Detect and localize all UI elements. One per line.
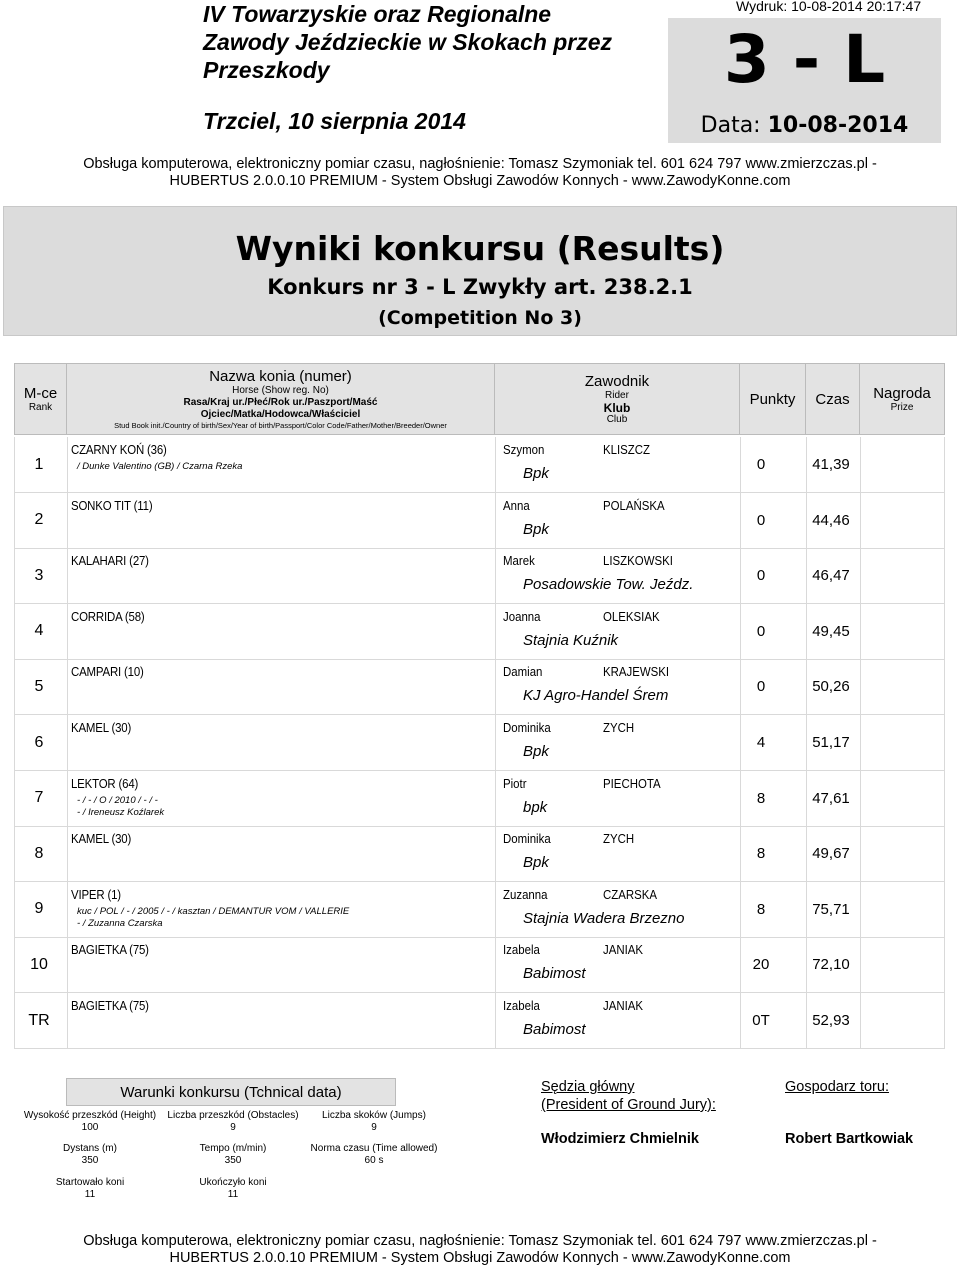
result-row <box>14 604 945 660</box>
result-points: 0 <box>756 567 766 585</box>
tech-jumps: Liczba skoków (Jumps) 9 <box>322 1110 426 1133</box>
result-points: 0 <box>756 511 766 529</box>
horse-name: SONKO TIT (11) <box>71 497 153 513</box>
rider-first-name: Szymon <box>503 442 545 457</box>
cell-divider <box>860 604 861 659</box>
tech-distance: Dystans (m) 350 <box>63 1143 117 1166</box>
result-points: 8 <box>756 900 766 918</box>
rider-last-name: ZYCH <box>603 831 635 847</box>
cell-divider <box>495 937 496 992</box>
horse-name: CAMPARI (10) <box>71 664 144 680</box>
result-time: 47,61 <box>812 789 850 807</box>
rider-last-name: PIECHOTA <box>603 775 661 791</box>
competition-number: (Competition No 3) <box>378 307 582 329</box>
horse-details: kuc / POL / - / 2005 / - / kasztan / DEMANTUR VOM / VALLERIE - / Zuzanna Czarska <box>77 905 350 929</box>
cell-divider <box>860 771 861 826</box>
result-rank: 9 <box>34 900 44 918</box>
tech-tempo: Tempo (m/min) 350 <box>199 1143 267 1166</box>
result-time: 52,93 <box>812 1012 850 1029</box>
cell-divider <box>67 437 68 492</box>
cell-divider <box>495 548 496 603</box>
credit-line-2: HUBERTUS 2.0.0.10 PREMIUM - System Obsługi Zawodów Konnych - www.ZawodyKonne.com <box>169 1250 791 1266</box>
tech-finished: Ukończyło koni 11 <box>199 1177 267 1200</box>
date-value: 10-08-2014 <box>767 113 909 138</box>
cell-divider <box>860 937 861 992</box>
rider-last-name: KLISZCZ <box>603 442 651 457</box>
cell-divider <box>67 548 68 603</box>
result-time: 46,47 <box>812 567 850 585</box>
result-points: 8 <box>756 845 766 863</box>
cell-divider <box>495 659 496 714</box>
horse-name: VIPER (1) <box>71 886 121 902</box>
rider-last-name: JANIAK <box>603 998 644 1013</box>
rider-club: Stajnia Kuźnik <box>523 631 619 649</box>
rider-last-name: CZARSKA <box>603 886 658 902</box>
cell-divider <box>67 493 68 548</box>
horse-name: CZARNY KOŃ (36) <box>71 442 167 457</box>
result-rank: 3 <box>34 566 44 584</box>
cell-divider <box>67 937 68 992</box>
credit-top <box>0 156 960 190</box>
cell-divider <box>67 659 68 714</box>
result-rank: 8 <box>34 844 44 862</box>
result-row <box>14 437 945 493</box>
horse-details: - / - / O / 2010 / - / - - / Ireneusz Koźlarek <box>77 794 165 818</box>
result-row <box>14 493 945 549</box>
rider-last-name: LISZKOWSKI <box>603 553 673 569</box>
horse-details: / Dunke Valentino (GB) / Czarna Rzeka <box>77 461 243 472</box>
rider-club: Posadowskie Tow. Jeźdz. <box>523 576 694 594</box>
credit-line-1: Obsługa komputerowa, elektroniczny pomiar czasu, nagłośnienie: Tomasz Szymoniak tel. 601 624 797 www.zmierzczas.pl - <box>83 1233 877 1249</box>
result-points: 0 <box>756 678 766 696</box>
header-prize: Nagroda Prize <box>873 384 931 413</box>
header-points: Punkty <box>740 364 806 434</box>
ground-jury: Sędzia główny (President of Ground Jury): <box>541 1079 716 1113</box>
course-designer: Gospodarz toru: <box>785 1079 889 1095</box>
technical-data-title: Warunki konkursu (Tchnical data) <box>66 1078 396 1106</box>
cell-divider <box>495 604 496 659</box>
result-rank: TR <box>28 1011 50 1029</box>
result-time: 44,46 <box>812 511 850 529</box>
cell-divider <box>860 493 861 548</box>
rider-club: Babimost <box>523 1021 586 1038</box>
horse-name: KAMEL (30) <box>71 831 132 847</box>
rider-club: Bpk <box>523 465 549 482</box>
cell-divider <box>495 826 496 881</box>
result-points: 8 <box>756 789 766 807</box>
rider-club: KJ Agro-Handel Śrem <box>523 687 669 705</box>
credit-bottom <box>0 1233 960 1267</box>
result-row <box>14 826 945 882</box>
horse-name: BAGIETKA (75) <box>71 998 149 1013</box>
result-points: 0T <box>752 1012 770 1029</box>
result-rank: 5 <box>34 677 44 695</box>
result-rank: 6 <box>34 733 44 751</box>
rider-club: Bpk <box>523 520 549 538</box>
result-time: 72,10 <box>812 956 850 974</box>
credit-line-2: HUBERTUS 2.0.0.10 PREMIUM - System Obsługi Zawodów Konnych - www.ZawodyKonne.com <box>169 173 791 189</box>
result-rank: 1 <box>34 455 44 473</box>
rider-club: Babimost <box>523 965 586 983</box>
credit-line-1: Obsługa komputerowa, elektroniczny pomiar czasu, nagłośnienie: Tomasz Szymoniak tel. 601 624 797 www.zmierzczas.pl - <box>83 156 877 172</box>
cell-divider <box>860 659 861 714</box>
rider-club: bpk <box>523 798 548 816</box>
result-rank: 2 <box>34 511 44 529</box>
tech-time-allowed: Norma czasu (Time allowed) 60 s <box>310 1143 438 1166</box>
cell-divider <box>67 604 68 659</box>
result-row <box>14 937 945 993</box>
result-points: 0 <box>756 622 766 640</box>
rider-first-name: Dominika <box>503 831 551 847</box>
cell-divider <box>67 826 68 881</box>
rider-last-name: OLEKSIAK <box>603 608 660 624</box>
horse-name: KALAHARI (27) <box>71 553 149 569</box>
rider-last-name: POLAŃSKA <box>603 497 665 513</box>
class-code: 3 - L <box>723 21 886 98</box>
cell-divider <box>495 437 496 492</box>
results-banner <box>3 206 957 336</box>
rider-club: Bpk <box>523 854 549 872</box>
rider-last-name: KRAJEWSKI <box>603 664 670 680</box>
competition-date <box>668 112 941 140</box>
tech-obstacles: Liczba przeszkód (Obstacles) 9 <box>167 1110 299 1133</box>
header-time: Czas <box>806 364 860 434</box>
result-time: 49,67 <box>812 845 850 863</box>
cell-divider <box>860 715 861 770</box>
result-points: 0 <box>756 456 766 473</box>
cell-divider <box>67 715 68 770</box>
rider-first-name: Dominika <box>503 720 551 735</box>
tech-height: Wysokość przeszkód (Height) 100 <box>23 1110 157 1133</box>
result-row <box>14 771 945 827</box>
date-label: Data: <box>700 113 768 138</box>
rider-first-name: Joanna <box>503 608 541 624</box>
course-designer-name: Robert Bartkowiak <box>785 1131 914 1147</box>
event-title: IV Towarzyskie oraz Regionalne Zawody Jeździeckie w Skokach przez Przeszkody <box>203 1 613 83</box>
result-points: 4 <box>756 734 766 751</box>
rider-first-name: Anna <box>503 497 530 513</box>
result-rank: 4 <box>34 622 44 640</box>
cell-divider <box>495 993 496 1048</box>
result-rank: 7 <box>34 789 44 807</box>
result-time: 50,26 <box>812 678 850 696</box>
result-points: 20 <box>752 956 770 974</box>
result-rank: 10 <box>30 955 48 973</box>
cell-divider <box>67 771 68 826</box>
rider-first-name: Zuzanna <box>503 886 548 902</box>
horse-name: KAMEL (30) <box>71 720 132 735</box>
rider-first-name: Izabela <box>503 998 540 1013</box>
cell-divider <box>860 437 861 492</box>
result-time: 75,71 <box>812 900 850 918</box>
horse-name: CORRIDA (58) <box>71 608 145 624</box>
ground-jury-name: Włodzimierz Chmielnik <box>541 1131 699 1147</box>
horse-name: LEKTOR (64) <box>71 775 139 791</box>
rider-first-name: Izabela <box>503 942 540 958</box>
cell-divider <box>495 715 496 770</box>
rider-last-name: JANIAK <box>603 942 644 958</box>
tech-started: Startowało koni 11 <box>55 1177 125 1200</box>
results-heading: Wyniki konkursu (Results) <box>235 229 725 268</box>
rider-first-name: Piotr <box>503 775 527 791</box>
cell-divider <box>495 882 496 937</box>
result-row <box>14 715 945 771</box>
cell-divider <box>495 771 496 826</box>
cell-divider <box>495 493 496 548</box>
rider-first-name: Damian <box>503 664 543 680</box>
competition-name: Konkurs nr 3 - L Zwykły art. 238.2.1 <box>267 275 693 299</box>
rider-first-name: Marek <box>503 553 535 569</box>
cell-divider <box>67 993 68 1048</box>
header-rank: M-ce Rank <box>15 364 67 434</box>
cell-divider <box>860 882 861 937</box>
result-row <box>14 548 945 604</box>
event-subtitle: Trzciel, 10 sierpnia 2014 <box>203 108 466 134</box>
horse-name: BAGIETKA (75) <box>71 942 149 958</box>
rider-club: Bpk <box>523 743 549 760</box>
header-horse: Nazwa konia (numer) Horse (Show reg. No) Rasa/Kraj ur./Płeć/Rok ur./Paszport/Maść Ojciec/Matka/Hodowca/Właściciel Stud Book init./Country of birth/Sex/Year of birth/Passport/Color Code/Father/Mother/Breeder/Owner <box>67 364 495 434</box>
rider-club: Stajnia Wadera Brzezno <box>523 909 685 927</box>
header-rider: Zawodnik Rider Klub Club <box>495 364 740 434</box>
cell-divider <box>860 826 861 881</box>
result-row <box>14 659 945 715</box>
print-timestamp: Wydruk: 10-08-2014 20:17:47 <box>736 0 922 14</box>
cell-divider <box>860 548 861 603</box>
result-row <box>14 882 945 938</box>
result-row <box>14 993 945 1049</box>
result-time: 49,45 <box>812 622 850 640</box>
cell-divider <box>860 993 861 1048</box>
result-time: 41,39 <box>812 456 850 473</box>
rider-last-name: ZYCH <box>603 720 635 735</box>
result-time: 51,17 <box>812 734 850 751</box>
cell-divider <box>67 882 68 937</box>
table-header <box>14 363 945 435</box>
